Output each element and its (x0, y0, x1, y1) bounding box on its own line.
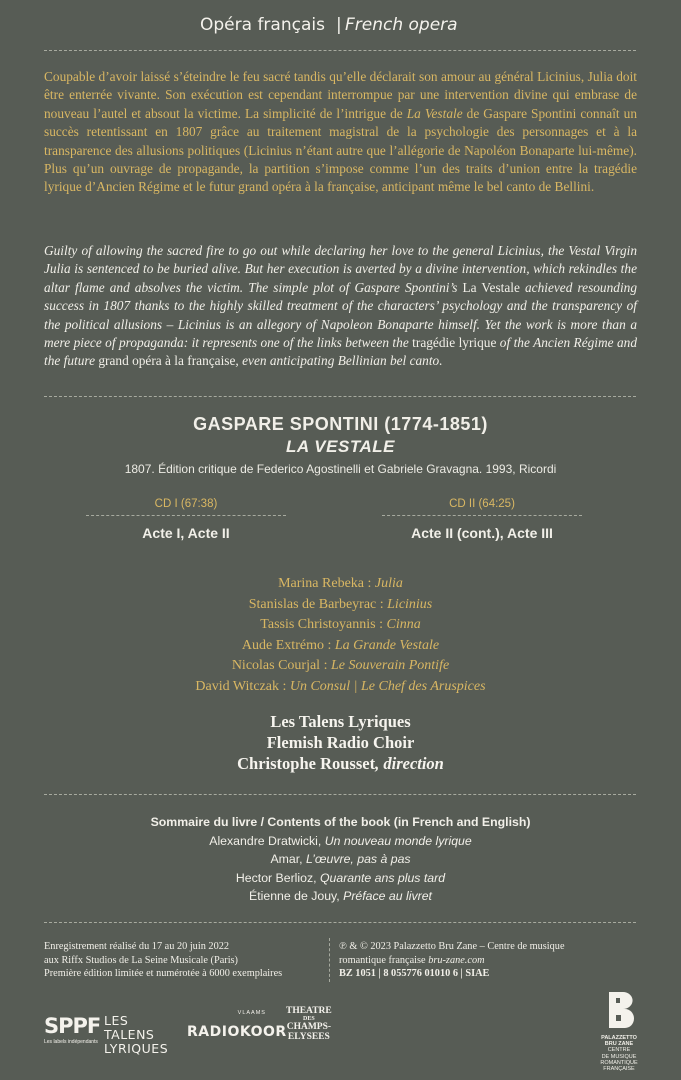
role-name: Julia (374, 576, 403, 591)
synopsis-fr-work-title: La Vestale (406, 105, 463, 121)
conductor-role: , direction (375, 754, 444, 773)
conductor-line (0, 753, 681, 774)
cast-row (0, 574, 681, 595)
recording-venue: aux Riffx Studios de La Seine Musicale (Paris) (44, 954, 238, 966)
synopsis-en-text: achieved resounding success in 1807 thanks to the highly skilled treatment of the characters’ psychology and the transparency of the political allusions – Licinius is an allegory of Napoleon Bonaparte himself. Yet the work is more than a mere piece of propaganda: it represents one of the links between the (44, 279, 638, 351)
header (0, 0, 681, 50)
singer-name: Stanislas de Barbeyrac (248, 596, 377, 612)
contents-title: Sommaire du livre / Contents of the book (in French and English) (150, 815, 531, 829)
catalog-number: BZ 1051 | 8 055776 01010 6 | SIAE (339, 968, 490, 980)
recording-info (44, 940, 334, 981)
cast-separator: : (376, 596, 388, 612)
cast-separator: : (323, 637, 335, 653)
contents-essay-title: L’œuvre, pas à pas (305, 852, 411, 867)
singer-name: David Witczak (195, 678, 279, 694)
pbz-logo-line: PALAZZETTO (601, 1035, 637, 1041)
contents-essay-title: Un nouveau monde lyrique (324, 833, 472, 848)
synopsis-fr-text: de Gaspare Spontini connaît un succès retentissant en 1807 grâce au traitement magistral de la psychologie des personnages et à la transparence des allusions politiques (Licinius n’étant autre que l’allégorie de Napoléon Bonaparte lui-même). Plus qu’un ouvrage de propagande, la partition s’impose comme l’un des traits d’union entre la tragédie lyrique d’Ancien Régime et le futur grand opéra à la française, anticipant même le bel canto de Bellini. (44, 105, 637, 195)
divider (44, 794, 636, 795)
synopsis-french (44, 68, 637, 197)
edition-note: 1807. Édition critique de Federico Agostinelli et Gabriele Gravagna. 1993, Ricordi (124, 462, 557, 476)
cast-row (0, 595, 681, 616)
copyright-line (339, 954, 599, 968)
work-title: LA VESTALE (286, 437, 395, 456)
divider (329, 938, 330, 982)
divider (382, 515, 582, 516)
header-title-en: French opera (345, 15, 458, 35)
synopsis-en-text: , even anticipating Bellinian bel canto. (235, 353, 443, 369)
contents-item (0, 850, 681, 869)
theatre-logo-line: CHAMPS-ELYSEES (286, 1022, 332, 1042)
singer-name: Nicolas Courjal (231, 658, 321, 673)
divider (44, 50, 636, 51)
palazzetto-bru-zane-logo (596, 990, 642, 1073)
cd1-label: CD I (67:38) (154, 498, 218, 510)
cd1-acts: Acte I, Acte II (142, 525, 230, 541)
contents-author: Étienne de Jouy, (249, 889, 344, 904)
sppf-logo (44, 1014, 100, 1045)
pbz-logo-line: CENTRE (607, 1047, 631, 1054)
header-separator: | (336, 15, 342, 35)
divider (86, 515, 286, 516)
talens-logo-line: LYRIQUES (104, 1041, 169, 1056)
role-name: Cinna (386, 617, 421, 632)
pbz-monogram-icon (596, 990, 642, 1030)
edition-limit: Première édition limitée et numérotée à 6000 exemplaires (44, 968, 283, 980)
singer-name: Aude Extrémo (241, 637, 324, 653)
divider (44, 396, 636, 397)
pbz-logo-line: FRANÇAISE (603, 1066, 635, 1073)
contents-author: Hector Berlioz, (235, 870, 320, 885)
role-name: Licinius (387, 596, 433, 612)
cast-row (0, 636, 681, 657)
role-name: Un Consul | Le Chef des Aruspices (289, 678, 486, 694)
recording-dates: Enregistrement réalisé du 17 au 20 juin 2022 (44, 941, 230, 952)
cast-separator: : (364, 576, 375, 591)
contents-author: Amar, (270, 852, 306, 867)
choir-name: Flemish Radio Choir (266, 733, 415, 752)
les-talens-lyriques-logo (104, 1014, 168, 1056)
vlaams-logo-text: VLAAMS (237, 1010, 266, 1016)
conductor-name: Christophe Rousset (237, 754, 376, 773)
talens-logo-line: LES TALENS (104, 1013, 155, 1042)
pbz-logo-line: DE MUSIQUE (601, 1053, 637, 1060)
contents-item (0, 869, 681, 888)
cast-separator: : (320, 658, 331, 673)
cast-list (0, 574, 681, 697)
contents-item (0, 887, 681, 906)
singer-name: Marina Rebeka (278, 576, 365, 591)
pbz-logo-text (596, 1035, 642, 1072)
divider (44, 922, 636, 923)
orchestra-name: Les Talens Lyriques (270, 712, 411, 731)
cast-separator: : (278, 678, 290, 694)
pbz-logo-line: BRU ZANE (604, 1041, 634, 1048)
theatre-logo-line: THEATRE (286, 1006, 332, 1016)
pbz-logo-line: ROMANTIQUE (600, 1059, 638, 1066)
sppf-logo-text: SPPF (44, 1014, 101, 1038)
singer-name: Tassis Christoyannis (260, 617, 376, 632)
contents-essay-title: Quarante ans plus tard (319, 870, 446, 885)
header-title-fr: Opéra français (200, 15, 325, 35)
contents-author: Alexandre Dratwicki, (209, 833, 325, 848)
copyright-line: ℗ & © 2023 Palazzetto Bru Zane – Centre de musique (339, 941, 565, 952)
synopsis-english (44, 242, 637, 371)
cd2-acts: Acte II (cont.), Acte III (411, 525, 553, 541)
performers (0, 711, 681, 774)
synopsis-en-text: of the Ancien Régime and the future (44, 335, 638, 369)
sppf-logo-subtitle: Les labels indépendants (44, 1039, 98, 1045)
cast-row (0, 615, 681, 636)
copyright-text: romantique française (339, 954, 429, 966)
copyright-info (339, 940, 599, 981)
synopsis-fr-text: Coupable d’avoir laissé s’éteindre le feu sacré tandis qu’elle déclarait son amour au général Licinius, Julia doit être enterrée vivante. Son exécution est cependant interrompue par une intervention divine qui embrase de nouveau l’autel et absout la victime. La simplicité de l’intrigue de (44, 69, 637, 121)
website-link[interactable]: bru-zane.com (428, 954, 485, 966)
vlaams-radiokoor-logo (187, 1010, 287, 1040)
book-contents (0, 813, 681, 906)
synopsis-en-term: tragédie lyrique (412, 335, 497, 351)
synopsis-en-text: Guilty of allowing the sacred fire to go out while declaring her love to the general Licinius, the Vestal Virgin Julia is sentenced to be buried alive. But her execution is averted by a divine intervention, which rekindles the altar flame and absolves the victim. The simple plot of Gaspare Spontini’s (44, 243, 637, 295)
theatre-logo-line: DES (303, 1016, 315, 1022)
radiokoor-logo-text: RADIOKOOR (187, 1024, 287, 1040)
cast-separator: : (375, 617, 387, 632)
cast-row (0, 677, 681, 698)
cast-row (0, 656, 681, 677)
contents-item (0, 832, 681, 851)
theatre-champs-elysees-logo (286, 1006, 332, 1042)
role-name: Le Souverain Pontife (330, 658, 450, 673)
contents-essay-title: Préface au livret (343, 889, 432, 904)
composer-heading: GASPARE SPONTINI (1774-1851) (193, 414, 488, 434)
synopsis-en-work-title: La Vestale (462, 279, 520, 295)
role-name: La Grande Vestale (334, 637, 440, 653)
cd2-label: CD II (64:25) (449, 498, 515, 510)
synopsis-en-term: grand opéra à la française (98, 353, 236, 369)
